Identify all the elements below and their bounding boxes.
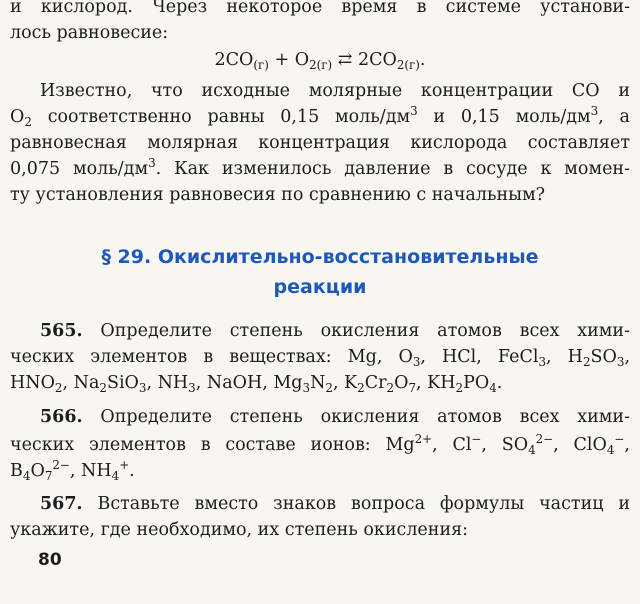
problem-line-5: ту установления равновесия по сравнению с начальным? [10,185,546,205]
problem-line-3: равновесная молярная концентрация кислорода составляет [10,133,630,153]
task-567-line-2: укажите, где необходимо, их степень окисления: [10,520,469,540]
task-567-line-1: 567. Вставьте вместо знаков вопроса формулы частиц и [40,494,630,514]
task-566-line-1: 566. Определите степень окисления атомов всех хими- [40,407,630,427]
intro-line-1: и кислород. Через некоторое время в системе установи- [10,0,630,17]
problem-line-2: $O_2$ соответственно равны 0,15 моль/$дм^3$ и 0,15 моль/$дм^3$, а [10,103,630,130]
problem-line-4: 0,075 моль/$дм^3$. Как изменилось давление в сосуде к момен- [10,155,630,179]
task-565-line-2: ческих элементов в веществах: Mg, $O_3$, HCl, FeCl$_3$, $H_2SO_3$, [10,347,631,370]
task-number: 567. [40,494,83,514]
equilibrium-equation: $2CO_{(г)} + O_{2(г)}$ ⇄ $2CO_{2(г)}$. [214,50,426,73]
task-566-line-3: $B_4O_7^{2-}$, $NH_4^+$. [10,457,135,484]
task-565-line-3: $HNO_2$, $Na_2SiO_3$, $NH_3$, NaOH, $Mg_3N_2$, $K_2Cr_2O_7$, $KH_2PO_4$. [10,373,503,396]
intro-line-2: лось равновесие: [10,23,169,43]
equilibrium-arrow: ⇄ [337,50,353,70]
task-number: 565. [40,321,83,341]
page-number: 80 [38,550,62,570]
task-565-line-1: 565. Определите степень окисления атомов всех хими- [40,321,630,341]
section-heading-line-2: реакции [273,276,367,298]
task-566-line-2: ческих элементов в составе ионов: $Mg^{2+}$, Cl−, $SO_4^{2-}$, ClO$_4$−, [10,431,630,458]
task-number: 566. [40,407,83,427]
section-heading-line-1: § 29. Окислительно-восстановительные [101,246,539,268]
problem-line-1: Известно, что исходные молярные концентрации CO и [40,81,630,101]
